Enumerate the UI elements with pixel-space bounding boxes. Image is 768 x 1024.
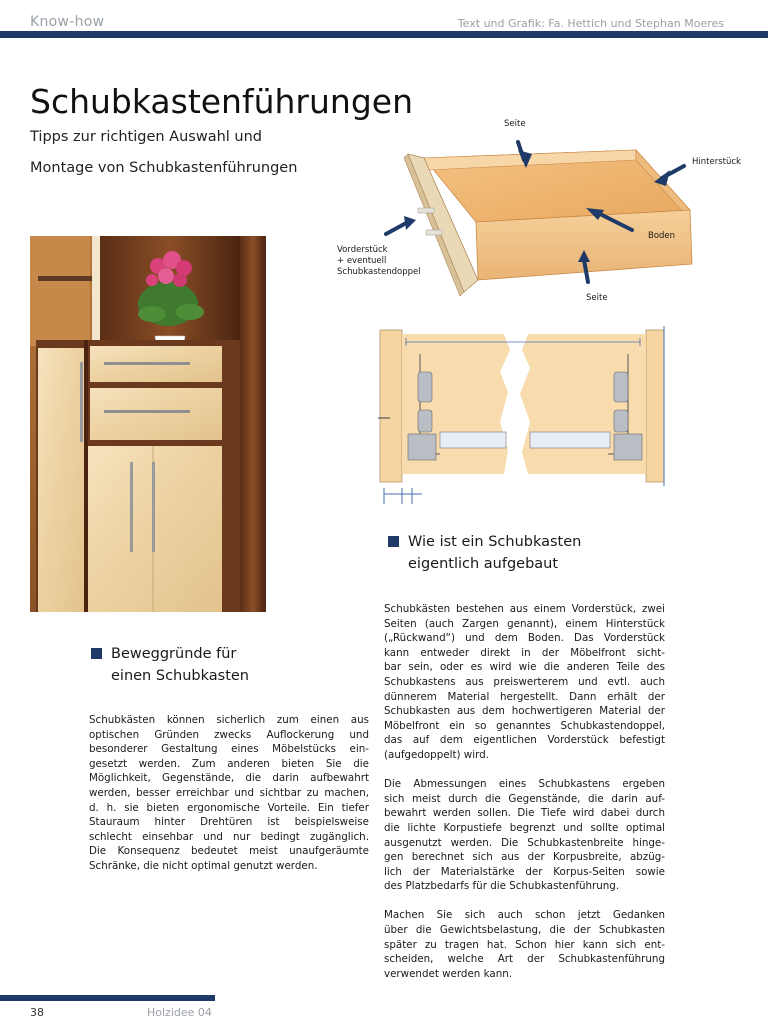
text-line: sich meist durch die Gegenstände, die darin auf- <box>384 792 665 805</box>
magazine-issue: Holzidee 04 <box>147 1006 212 1019</box>
text-line: des Platzbedarfs für die Schubkastenführung. <box>384 880 620 893</box>
label-seite-bottom: Seite <box>586 293 608 303</box>
reasons-paragraph <box>89 713 369 874</box>
label-boden: Boden <box>648 231 676 241</box>
section-heading-reasons <box>91 643 351 687</box>
section-label: Know-how <box>30 14 105 30</box>
text-line: scheiden, welche Art der Schubkastenführung <box>384 953 665 966</box>
subtitle-line-2: Montage von Schubkastenführungen <box>30 160 298 176</box>
text-line: Schubkastens aus preiswerterem und evtl. auch <box>384 675 665 688</box>
bullet-square <box>91 648 102 659</box>
text-line: gesetzt werden. Zum anderen bieten Sie die <box>89 757 369 770</box>
section-heading-construction-line-1: Wie ist ein Schubkasten <box>408 534 582 550</box>
runner-cross-section <box>378 322 668 512</box>
text-line: Seiten (auch Zargen genannt), einem Hinterstück <box>384 617 665 630</box>
text-line: kann entweder direkt in der Möbelfront sicht- <box>384 646 665 659</box>
cabinet-photo <box>30 236 266 612</box>
text-line: Schubkästen bestehen aus einem Vorderstück, zwei <box>384 603 665 615</box>
construction-paragraph-1 <box>384 602 665 763</box>
text-line: Die Abmessungen eines Schubkastens ergeben <box>384 778 665 791</box>
text-line: verwendet werden kann. <box>384 967 513 980</box>
section-heading-reasons-line-2: einen Schubkasten <box>111 668 249 684</box>
text-line: Schubkasten aus dem hochwertigeren Material der <box>384 705 665 718</box>
label-seite-top: Seite <box>504 119 526 129</box>
section-heading-construction <box>388 531 688 575</box>
text-line: (aufgedoppelt) wird. <box>384 748 489 761</box>
text-line: ausgenutzt werden. Die Schubkastenbreite hinge- <box>384 836 665 849</box>
subtitle-line-1: Tipps zur richtigen Auswahl und <box>30 129 262 145</box>
text-line: gen berechnet sich aus der Korpusbreite, abzüg- <box>384 851 665 864</box>
text-line: („Rückwand“) und dem Boden. Das Vorderstück <box>384 632 665 645</box>
text-line: Möbelfront ein so genanntes Schubkastendoppel, <box>384 719 665 732</box>
text-line: später zu tragen hat. Schon hier kann sich ent- <box>384 938 665 951</box>
label-schubkastendoppel: Schubkastendoppel <box>337 267 421 277</box>
text-line: Möglichkeit, Gegenstände, die darin aufbewahrt <box>89 772 369 785</box>
text-line: optischen Gründen zwecks Auflockerung und <box>89 728 369 741</box>
bullet-square <box>388 536 399 547</box>
page-number: 38 <box>30 1006 44 1019</box>
text-line: Stauraum hinter Drehtüren ist beispielsweise <box>89 816 369 829</box>
text-line: d. h. sie bieten ergonomische Vorteile. Ein tiefer <box>89 801 369 814</box>
section-heading-reasons-line-1: Beweggründe für <box>111 646 237 662</box>
text-line: Machen Sie sich auch schon jetzt Gedanken <box>384 909 665 922</box>
label-hinterstueck: Hinterstück <box>692 157 741 167</box>
text-line: dünnerem Material hergestellt. Dann erhält der <box>384 690 665 703</box>
text-line: Schubkästen können sicherlich zum einen aus <box>89 714 369 726</box>
construction-paragraph-3 <box>384 908 665 981</box>
text-line: über die Gewichtsbelastung, die der Schubkasten <box>384 924 665 937</box>
label-eventuell: + eventuell <box>337 256 387 266</box>
header-bar <box>0 31 768 38</box>
section-heading-construction-line-2: eigentlich aufgebaut <box>408 556 559 572</box>
footer-bar <box>0 995 215 1001</box>
text-line: das auf dem eigentlichen Vorderstück befestigt <box>384 734 665 747</box>
label-vorderstueck: Vorderstück <box>337 245 388 255</box>
text-line: schlecht einsehbar und nur bedingt zugänglich. <box>89 830 369 843</box>
text-line: lich der Materialstärke der Korpus-Seiten sowie <box>384 865 665 878</box>
text-line: bar sein, oder es wird wie die anderen Teile des <box>384 661 665 674</box>
construction-paragraph-2 <box>384 777 665 894</box>
text-line: besonderer Gestaltung eines Möbelstücks ein- <box>89 743 369 756</box>
text-line: bewahrt werden sollen. Die Tiefe wird dabei durch <box>384 807 665 820</box>
text-line: Die Konsequenz bedeutet meist unaufgeräumte <box>89 845 369 858</box>
credit-line: Text und Grafik: Fa. Hettich und Stephan Moeres <box>457 17 724 30</box>
reasons-body-text <box>89 713 369 888</box>
drawer-diagram <box>336 114 756 310</box>
text-line: die lichte Korpustiefe begrenzt und sollte optimal <box>384 821 665 834</box>
page-title: Schubkastenführungen <box>30 82 413 121</box>
text-line: Schränke, die nicht optimal genutzt werden. <box>89 859 318 872</box>
construction-body-text <box>384 602 665 996</box>
text-line: werden, besser erreichbar und sichtbar zu machen, <box>89 786 369 799</box>
